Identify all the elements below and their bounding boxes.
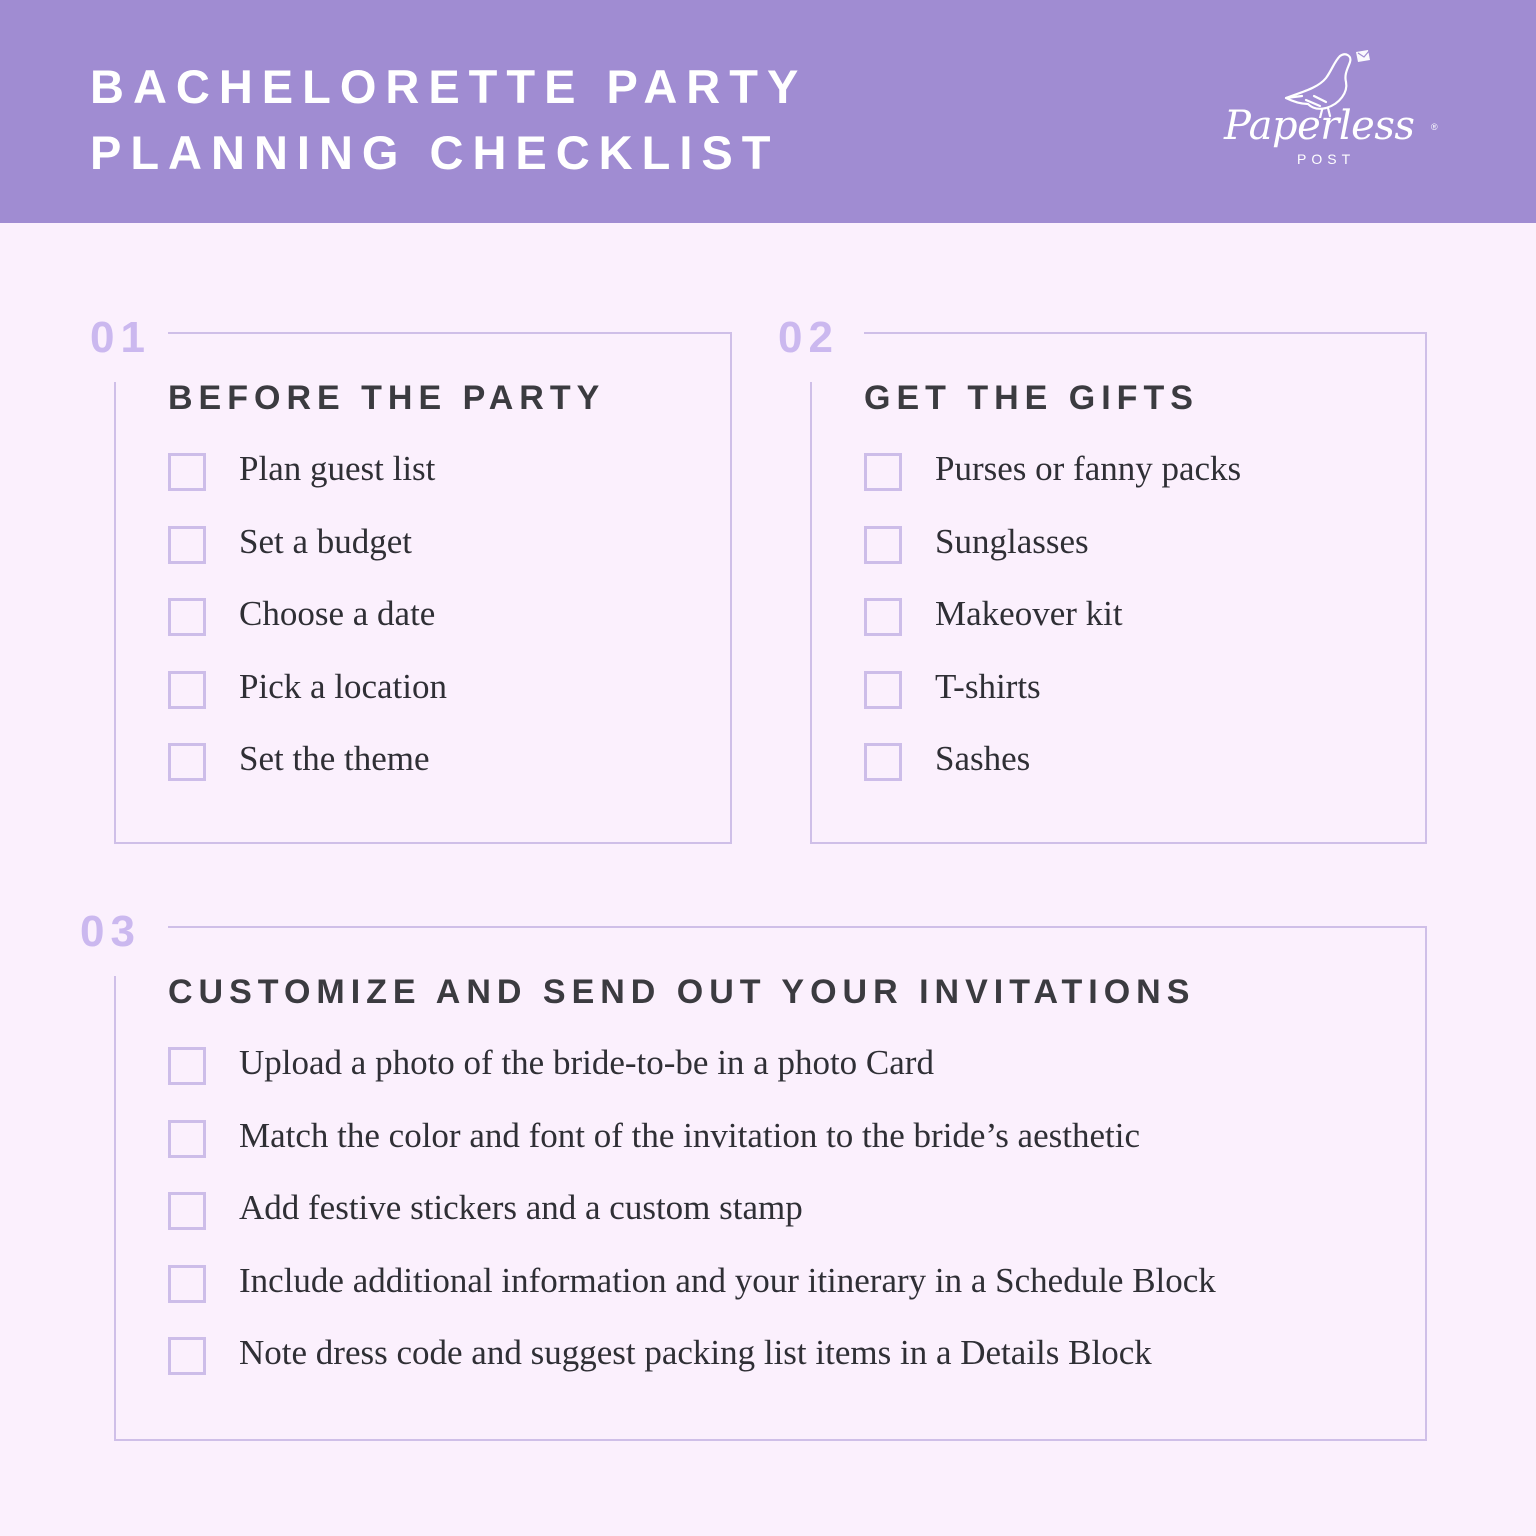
checklist-item-label: Add festive stickers and a custom stamp	[239, 1188, 803, 1227]
checklist-item-label: Choose a date	[239, 594, 436, 633]
section-heading: BEFORE THE PARTY	[168, 379, 606, 417]
checkbox[interactable]	[168, 1265, 206, 1303]
section-border-right	[1425, 926, 1427, 1441]
checklist-item-label: Set a budget	[239, 521, 413, 561]
checklist-item-label: Purses or fanny packs	[935, 449, 1242, 488]
section-border-bottom	[810, 842, 1427, 844]
checkbox[interactable]	[864, 743, 902, 781]
section-number: 02	[778, 313, 839, 362]
section-border-bottom	[114, 842, 732, 844]
checklist-item-label: Sashes	[935, 739, 1031, 778]
checkbox[interactable]	[168, 598, 206, 636]
checkbox[interactable]	[168, 453, 206, 491]
section-number: 03	[80, 907, 141, 956]
checkbox[interactable]	[168, 1047, 206, 1085]
section-border-bottom	[114, 1439, 1427, 1441]
title-line-2: PLANNING CHECKLIST	[90, 126, 780, 179]
section-border-right	[1425, 332, 1427, 844]
logo-sub-wordmark: POST	[1297, 151, 1356, 167]
checkbox[interactable]	[168, 671, 206, 709]
checkbox[interactable]	[864, 526, 902, 564]
checkbox[interactable]	[864, 671, 902, 709]
paperless-post-logo[interactable]	[1222, 48, 1442, 170]
checklist-item-label: Set the theme	[239, 739, 430, 778]
page-title	[90, 54, 807, 186]
section-border-top	[168, 926, 1427, 928]
checklist-item-label: Upload a photo of the bride-to-be in a photo Card	[239, 1043, 934, 1082]
checkbox[interactable]	[168, 743, 206, 781]
section-border-top	[168, 332, 732, 334]
section-number: 01	[90, 313, 151, 362]
section-heading: CUSTOMIZE AND SEND OUT YOUR INVITATIONS	[168, 973, 1196, 1011]
logo-wordmark: Paperless	[1224, 103, 1415, 149]
checkbox[interactable]	[168, 1120, 206, 1158]
checkbox[interactable]	[168, 1337, 206, 1375]
section-border-top	[864, 332, 1427, 334]
checklist-item-label: Include additional information and your itinerary in a Schedule Block	[239, 1260, 1216, 1300]
checklist-item-label: Note dress code and suggest packing list items in a Details Block	[239, 1333, 1152, 1372]
checkbox[interactable]	[168, 526, 206, 564]
title-line-1: BACHELORETTE PARTY	[90, 60, 808, 113]
section-border-left	[114, 976, 116, 1441]
logo-registered-mark: ®	[1431, 122, 1438, 132]
checklist-item-label: Match the color and font of the invitation to the bride’s aesthetic	[239, 1115, 1140, 1155]
section-border-left	[810, 382, 812, 844]
checkbox[interactable]	[168, 1192, 206, 1230]
checklist-item-label: Plan guest list	[239, 449, 436, 488]
checkbox[interactable]	[864, 453, 902, 491]
checklist-item-label: Makeover kit	[935, 594, 1123, 633]
section-border-left	[114, 382, 116, 844]
checklist-item-label: Sunglasses	[935, 521, 1089, 561]
section-heading: GET THE GIFTS	[864, 379, 1199, 417]
section-border-right	[730, 332, 732, 844]
checkbox[interactable]	[864, 598, 902, 636]
header-banner	[0, 0, 1536, 223]
checklist-item-label: Pick a location	[239, 666, 448, 706]
checklist-item-label: T-shirts	[935, 666, 1041, 706]
